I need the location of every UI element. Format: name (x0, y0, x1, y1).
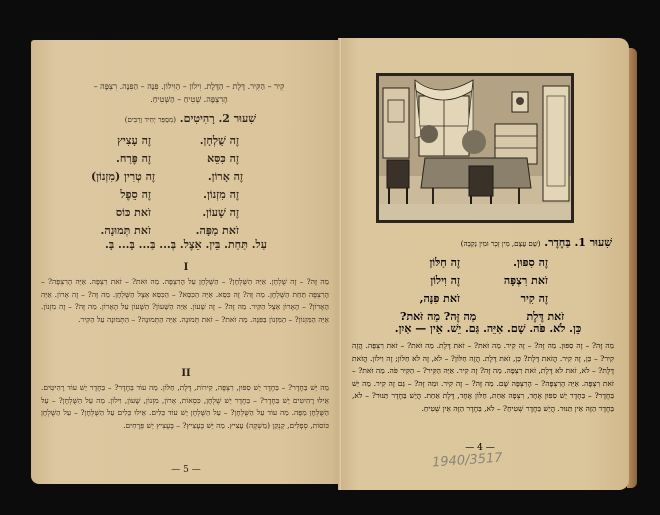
lesson-1-vocab (400, 254, 580, 326)
section-2-number: II (181, 368, 191, 379)
section-1-text: מַה זֶּה? – זֶה שֻׁלְחָן. אַיֵּה הַשֻּׁלְחָן? – הַשֻּׁלְחָן עַל הָרִצְפָּה. מַה זֹּאת? – זֹאת רִצְפָּה. אַיֵּה הָרִצְפָּה? – הָרִצְפָּה תַּחַת הַשֻּׁלְחָן. מַה זֶּה? זֶה כִּסֵּא. אַיֵּה הַכִּסֵּא? – הַכִּסֵּא אֵצֶל הַשֻּׁלְחָן. מַה זֶּה? – זֶה אָרוֹן. אַיֵּה הָאָרוֹן? – הָאָרוֹן אֵצֶל הַקִּיר. מַה זֶּה? – זֶה שָׁעוֹן. אַיֵּה הַשָּׁעוֹן? הַשָּׁעוֹן עַל הָאָרוֹן. מַה זֶּה? – זֶה מִזְנוֹן. אַיֵּה הַמִּזְנוֹן? – הַמִּזְנוֹן בַּפִּנָּה. מַה זֹּאת? – זֹאת תְּמוּנָה. אַיֵּה הַתְּמוּנָה? – הַתְּמוּנָה עַל הַקִּיר. (41, 277, 329, 324)
vocab-row: זֶה סִפּוּן. זֶה חַלּוֹן (429, 256, 548, 269)
lesson-1-title (461, 236, 612, 249)
vocab-row: זֹאת רִצְפָּה זֶה וִילוֹן (430, 274, 548, 287)
prepositions-line: עַל. תַּחַת. בֵּין. אֵצֶל. בְּ... בַּ... בָּ... בָּ. (105, 238, 267, 251)
lesson-1-exercise-text: מַה זֶּה? – זֶה סִפּוּן. מַה זֶּה? – זֶה קִיר. מַה זֹּאת? – זֹאת דֶּלֶת. מַה זֹּאת? – זֹאת רִצְפָּה. הֲזֶה קִיר? – כֵּן, זֶה קִיר. הֲזֹאת דֶּלֶת? כֵּן, זֹאת דֶּלֶת. הֲזֶה חַלּוֹן? – לֹא, זֶה לֹא חַלּוֹן; זֶה וִילוֹן. הֲזֹאת דֶּלֶת? – לֹא, זֹאת לֹא דֶּלֶת, זֹאת רִצְפָּה. מַה זֶּה? זֶה קִיר. אַיֵּה הַקִּיר? – הַקִּיר פֹּה. מַה זֹּאת? – זֹאת רִצְפָּה. אַיֵּה הָרִצְפָּה? – הָרִצְפָּה שָׁם. מַה זֶּה? – זֶה קִיר. וּמַה זֶּה? – גַּם זֶה קִיר. מַה יֵּשׁ בַּחֶדֶר? – בַּחֶדֶר יֵשׁ סִפּוּן אֶחָד, רִצְפָּה אַחַת, חַלּוֹן אֶחָד, דֶּלֶת אַחַת. הֲיֵשׁ בַּחֶדֶר תַּנּוּר? – לֹא, בַּחֶדֶר הַזֶּה אֵין תַּנּוּר. הֲיֵשׁ בַּחֶדֶר שְׁטִיחַ? – לֹא, בַּחֶדֶר הַזֶּה אֵין שְׁטִיחַ. (352, 341, 614, 413)
vocab-row: זֹאת מַפָּה. זֹאת תְּמוּנָה. (100, 224, 239, 237)
left-header-line2: הָרִצְפָּה. שְׁטִיחַ – הַשְּׁטִיחַ. (150, 95, 228, 104)
lesson-2-title-text: שִׁעוּר 2. רָהִיטִים. (179, 112, 256, 125)
lesson-1-title-text: שִׁעוּר 1. בַּחֶדֶר. (544, 236, 612, 249)
left-header (51, 80, 327, 106)
vocab-row: זֶה מִזְנוֹן. זֶה סֵפֶל (120, 188, 239, 201)
lesson-2-vocab (91, 132, 261, 240)
lesson-2-note: (מִסְפָּר יָחִיד וְרַבִּים) (124, 116, 176, 124)
vocab-row: זֶה קִיר זֹאת פִּנָּה, (419, 292, 548, 305)
vocab-row: זֶה כִּסֵּא זֶה פֶּרַח. (116, 152, 239, 165)
vocab-row: זֶה שָׁעוֹן. זֹאת כּוֹס (115, 206, 239, 219)
particles-line: כֵּן. לֹא. פֹּה. שָׁם. אַיֵּה. גַּם. יֵשׁ. אֵין — אַיִן. (394, 322, 582, 335)
room-engraving-icon (379, 76, 571, 220)
lesson-1-note: (שֵׁם עֶצֶם, מִין זָכָר וּמִין נְקֵבָה) (460, 240, 541, 248)
page-number-5: — 5 — (171, 465, 201, 475)
vocab-row: זֹאת דֶּלֶת מַה זֶּה? מַה זֹּאת? (400, 310, 565, 323)
vocab-row: זֶה אָרוֹן. זֶה טְרִין (מִזְנוֹן) (91, 170, 243, 183)
section-1-number: I (183, 262, 189, 273)
left-header-line1: קִיר – הַקִּיר. דֶּלֶת – הַדֶּלֶת. וִילוֹן – הַוִּילוֹן. פִּנָּה – הַפִּנָּה. רִצְפָּה – (93, 82, 285, 91)
vocab-row: זֶה שֻׁלְחָן. זֶה עָצִיץ (117, 134, 239, 147)
lesson-2-title (125, 112, 256, 125)
room-illustration (376, 73, 574, 223)
section-2-text: מַה יֵּשׁ בַּחֶדֶר? – בַּחֶדֶר יֵשׁ סִפּוּן, רִצְפָּה, קִירוֹת, דֶּלֶת, חַלּוֹן. מַה עוֹד בַּחֶדֶר? – בַּחֶדֶר יֵשׁ עוֹד רָהִיטִים. אֵילוּ רָהִיטִים יֵשׁ בַּחֶדֶר? – בַּחֶדֶר יֵשׁ שֻׁלְחָן, כִּסְאוֹת, אָרוֹן, מִזְנוֹן, שָׁעוֹן, וִילוֹן. מַה עַל הַשֻּׁלְחָן? – עַל הַשֻּׁלְחָן מַפָּה. מַה עוֹד עַל הַשֻּׁלְחָן? – עַל הַשֻּׁלְחָן יֵשׁ עוֹד כֵּלִים. אֵילוּ כֵּלִים עַל הַשֻּׁלְחָן? – עַל הַשֻּׁלְחָן כּוֹסוֹת, סְפָלִים, קַנְקַן (מַשְׁקֶה) עָצִיץ. מַה יֵּשׁ בֶּעָצִיץ? – בֶּעָצִיץ יֵשׁ פְּרָחִים. (41, 383, 329, 430)
left-page (31, 40, 341, 484)
page-number-4: — 4 — (465, 443, 495, 453)
pencil-annotation: 1940/3517 (431, 450, 503, 471)
